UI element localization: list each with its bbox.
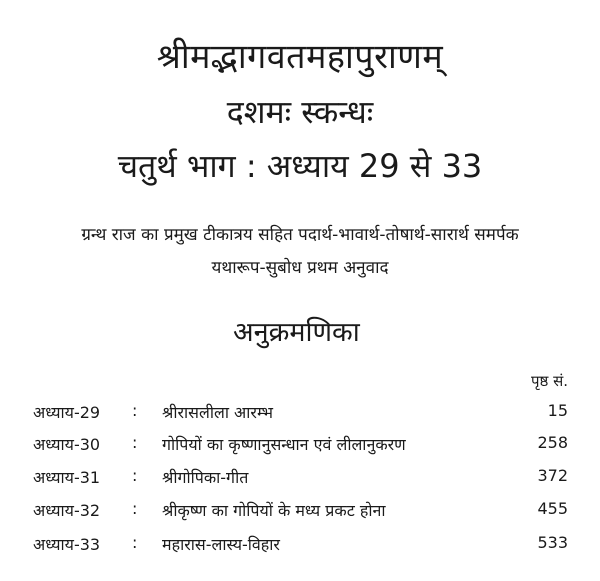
toc-heading: अनुक्रमणिका <box>233 317 360 348</box>
toc-row <box>0 533 600 557</box>
toc-row <box>0 433 600 457</box>
separator: : <box>132 466 138 485</box>
separator: : <box>132 433 138 452</box>
book-title: श्रीमद्भागवतमहापुराणम् <box>156 37 444 77</box>
chapter-title: महारास-लास्य-विहार <box>162 535 280 554</box>
page-number: 455 <box>537 499 568 518</box>
chapter-number: अध्याय-33 <box>33 535 101 554</box>
chapter-title: श्रीगोपिका-गीत <box>162 468 249 487</box>
page-column-label: पृष्ठ सं. <box>530 372 568 390</box>
toc-row <box>0 466 600 490</box>
page-number: 15 <box>547 401 568 420</box>
separator: : <box>132 401 138 420</box>
chapter-number: अध्याय-29 <box>33 403 101 422</box>
chapter-number: अध्याय-32 <box>33 501 101 520</box>
separator: : <box>132 499 138 518</box>
page-number: 258 <box>537 433 568 452</box>
toc-row <box>0 499 600 523</box>
page-number: 533 <box>537 533 568 552</box>
separator: : <box>132 533 138 552</box>
description-line-1: ग्रन्थ राज का प्रमुख टीकात्रय सहित पदार्थ-भावार्थ-तोषार्थ-सारार्थ समर्पक <box>81 225 519 245</box>
chapter-number: अध्याय-31 <box>33 468 101 487</box>
chapter-title: श्रीरासलीला आरम्भ <box>162 403 273 422</box>
description-line-2: यथारूप-सुबोध प्रथम अनुवाद <box>211 258 389 278</box>
part-title: चतुर्थ भाग : अध्याय 29 से 33 <box>117 147 483 185</box>
chapter-title: श्रीकृष्ण का गोपियों के मध्य प्रकट होना <box>162 501 386 520</box>
chapter-title: गोपियों का कृष्णानुसन्धान एवं लीलानुकरण <box>162 435 406 454</box>
toc-row <box>0 401 600 425</box>
skandha-title: दशमः स्कन्धः <box>226 93 374 131</box>
page-number: 372 <box>537 466 568 485</box>
chapter-number: अध्याय-30 <box>33 435 101 454</box>
